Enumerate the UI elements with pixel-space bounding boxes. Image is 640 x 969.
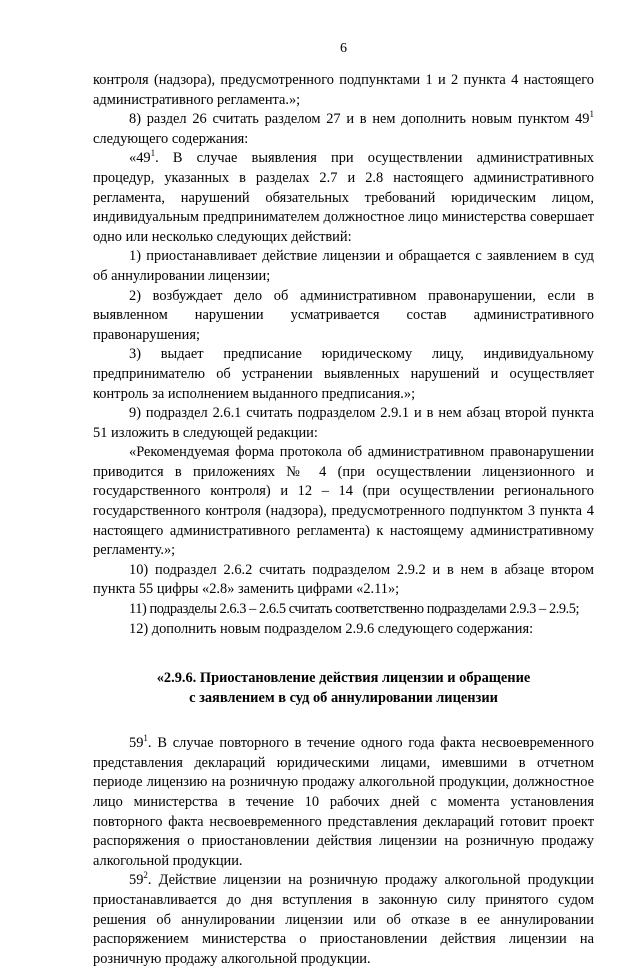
section-heading xyxy=(93,668,594,708)
paragraph-quote-protocol: «Рекомендуемая форма протокола об административном правонарушении приводится в приложениях № 4 (при осуществлении лицензионного и государственного контроля) и 12 – 14 (при осуществлении регионального государственного контроля (надзора), предусмотренного подпунктом 3 пункта 4 настоящего административного регламента) к настоящему административному регламенту.»; xyxy=(93,444,594,559)
paragraph-item-8: 8) раздел 26 считать разделом 27 и в нем дополнить новым пунктом $49^1$ следующего содержания: xyxy=(93,109,594,147)
section-heading-line-2: с заявлением в суд об аннулировании лицензии xyxy=(189,690,498,707)
paragraph-point-49-1: «$49^1$. В случае выявления при осуществлении административных процедур, указанных в разделах 2.7 и 2.8 настоящего административного регламента, нарушений обязательных требований юридическим лицом, индивидуальным предпринимателем должностное лицо министерства совершает одно или несколько следующих действий: xyxy=(93,148,594,245)
paragraph-action-3: 3) выдает предписание юридическому лицу, индивидуальному предпринимателю об устранении выявленных нарушений и осуществляет контроль за исполнением выданного предписания.»; xyxy=(93,346,594,402)
paragraph-action-1: 1) приостанавливает действие лицензии и обращается с заявлением в суд об аннулировании лицензии; xyxy=(93,248,594,284)
paragraph-item-12: 12) дополнить новым подразделом 2.9.6 следующего содержания: xyxy=(129,620,534,637)
paragraph-item-10: 10) подраздел 2.6.2 считать подразделом 2.9.2 и в нем в абзаце втором пункта 55 цифры «2.8» заменить цифрами «2.11»; xyxy=(93,561,594,598)
paragraph-point-59-1: $59^1$. В случае повторного в течение одного года факта несвоевременного представления деклараций юридическими лицами, имевшими в отчетном периоде лицензию на розничную продажу алкогольной продукции, должностное лицо министерства в течение 10 рабочих дней с момента установления повторного факта несвоевременного представления деклараций готовит проект распоряжения о приостановлении действия лицензии на розничную продажу алкогольной продукции. xyxy=(93,733,594,869)
section-heading-line-1: «2.9.6. Приостановление действия лицензии и обращение xyxy=(156,670,531,687)
paragraph-continuation: контроля (надзора), предусмотренного подпунктами 1 и 2 пункта 4 настоящего административного регламента.»; xyxy=(93,72,594,108)
paragraph-item-11: 11) подразделы 2.6.3 – 2.6.5 считать соответственно подразделами 2.9.3 – 2.9.5; xyxy=(129,601,580,618)
paragraph-action-2: 2) возбуждает дело об административном правонарушении, если в выявленном нарушении усматривается состав административного правонарушения; xyxy=(93,287,594,343)
paragraph-point-59-2: $59^2$. Действие лицензии на розничную продажу алкогольной продукции приостанавливается до дня вступления в законную силу принятого судом решения об аннулировании лицензии или об отказе в ее аннулировании распоряжением министерства о приостановлении действия лицензии на розничную продажу алкогольной продукции. xyxy=(93,870,594,967)
paragraph-item-9: 9) подраздел 2.6.1 считать подразделом 2.9.1 и в нем абзац второй пункта 51 изложить в следующей редакции: xyxy=(93,405,594,441)
page-number: 6 xyxy=(340,41,347,56)
